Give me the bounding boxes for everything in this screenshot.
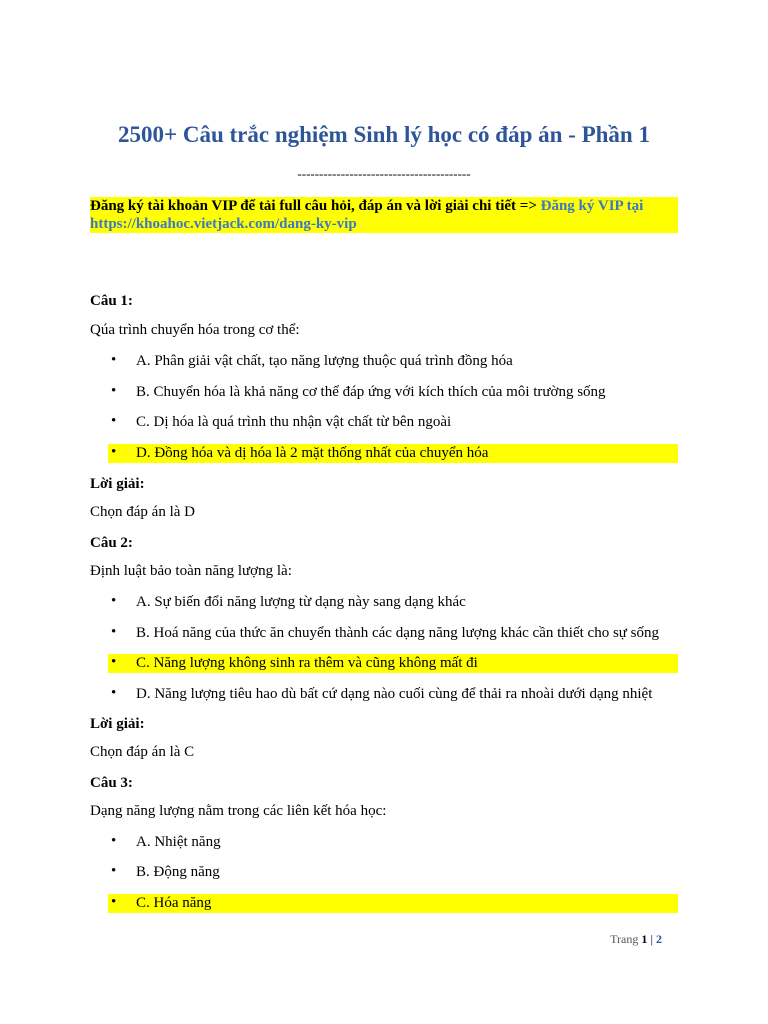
question-2-option-d <box>108 685 678 704</box>
question-3-option-c-correct <box>108 894 678 913</box>
question-2-option-a <box>108 593 678 612</box>
vip-register-link[interactable]: Đăng ký VIP tại https://khoahoc.vietjack.com/dang-ky-vip <box>90 198 644 232</box>
question-1-option-b <box>108 383 678 402</box>
question-1-solution-label: Lời giải: <box>90 476 145 492</box>
option-text: C. Dị hóa là quá trình thu nhận vật chất từ bên ngoài <box>136 414 452 430</box>
page-number-prefix: Trang <box>610 932 642 946</box>
option-text: B. Chuyển hóa là khả năng cơ thể đáp ứng với kích thích của môi trường sống <box>136 384 606 400</box>
bullet-icon: • <box>111 444 117 460</box>
bullet-icon: • <box>111 624 117 640</box>
option-text: B. Hoá năng của thức ăn chuyển thành các dạng năng lượng khác cần thiết cho sự sống <box>136 625 659 641</box>
bullet-icon: • <box>111 352 117 368</box>
question-1-label: Câu 1: <box>90 293 133 309</box>
option-text: C. Hóa năng <box>136 895 212 911</box>
title-divider: ---------------------------------------- <box>297 166 471 181</box>
bullet-icon: • <box>111 894 117 910</box>
document-title: 2500+ Câu trắc nghiệm Sinh lý học có đáp án - Phần 1 <box>118 122 650 147</box>
option-text: C. Năng lượng không sinh ra thêm và cũng không mất đi <box>136 655 478 671</box>
question-1-option-a <box>108 352 678 371</box>
option-text: A. Phân giải vật chất, tạo năng lượng thuộc quá trình đồng hóa <box>136 353 513 369</box>
option-text: A. Sự biến đổi năng lượng từ dạng này sang dạng khác <box>136 594 466 610</box>
page-number-separator: | <box>647 932 656 946</box>
bullet-icon: • <box>111 593 117 609</box>
vip-notice <box>90 197 678 233</box>
option-text: B. Động năng <box>136 864 220 880</box>
page-footer <box>610 932 662 947</box>
option-text: D. Năng lượng tiêu hao dù bất cứ dạng nào cuối cùng để thải ra nhoài dưới dạng nhiệt <box>136 686 653 702</box>
question-2-solution-label: Lời giải: <box>90 716 145 732</box>
question-2-label: Câu 2: <box>90 535 133 551</box>
question-3-option-a <box>108 833 678 852</box>
question-1-text: Qúa trình chuyển hóa trong cơ thể: <box>90 322 300 338</box>
bullet-icon: • <box>111 833 117 849</box>
question-1-solution: Chọn đáp án là D <box>90 504 195 520</box>
bullet-icon: • <box>111 383 117 399</box>
bullet-icon: • <box>111 863 117 879</box>
question-1-option-c <box>108 413 678 432</box>
option-text: D. Đồng hóa và dị hóa là 2 mặt thống nhất của chuyển hóa <box>136 445 489 461</box>
current-page-number: 1 <box>641 932 648 946</box>
option-text: A. Nhiệt năng <box>136 834 221 850</box>
question-3-text: Dạng năng lượng nằm trong các liên kết hóa học: <box>90 803 387 819</box>
question-2-option-b <box>108 624 678 643</box>
bullet-icon: • <box>111 654 117 670</box>
bullet-icon: • <box>111 413 117 429</box>
vip-notice-text: Đăng ký tài khoản VIP để tải full câu hỏi, đáp án và lời giải chi tiết => <box>90 198 541 214</box>
question-2-option-c-correct <box>108 654 678 673</box>
question-2-solution: Chọn đáp án là C <box>90 744 195 760</box>
question-2-text: Định luật bảo toàn năng lượng là: <box>90 563 292 579</box>
question-3-option-b <box>108 863 678 882</box>
question-1-option-d-correct <box>108 444 678 463</box>
total-page-number: 2 <box>656 932 662 946</box>
question-3-label: Câu 3: <box>90 775 133 791</box>
bullet-icon: • <box>111 685 117 701</box>
